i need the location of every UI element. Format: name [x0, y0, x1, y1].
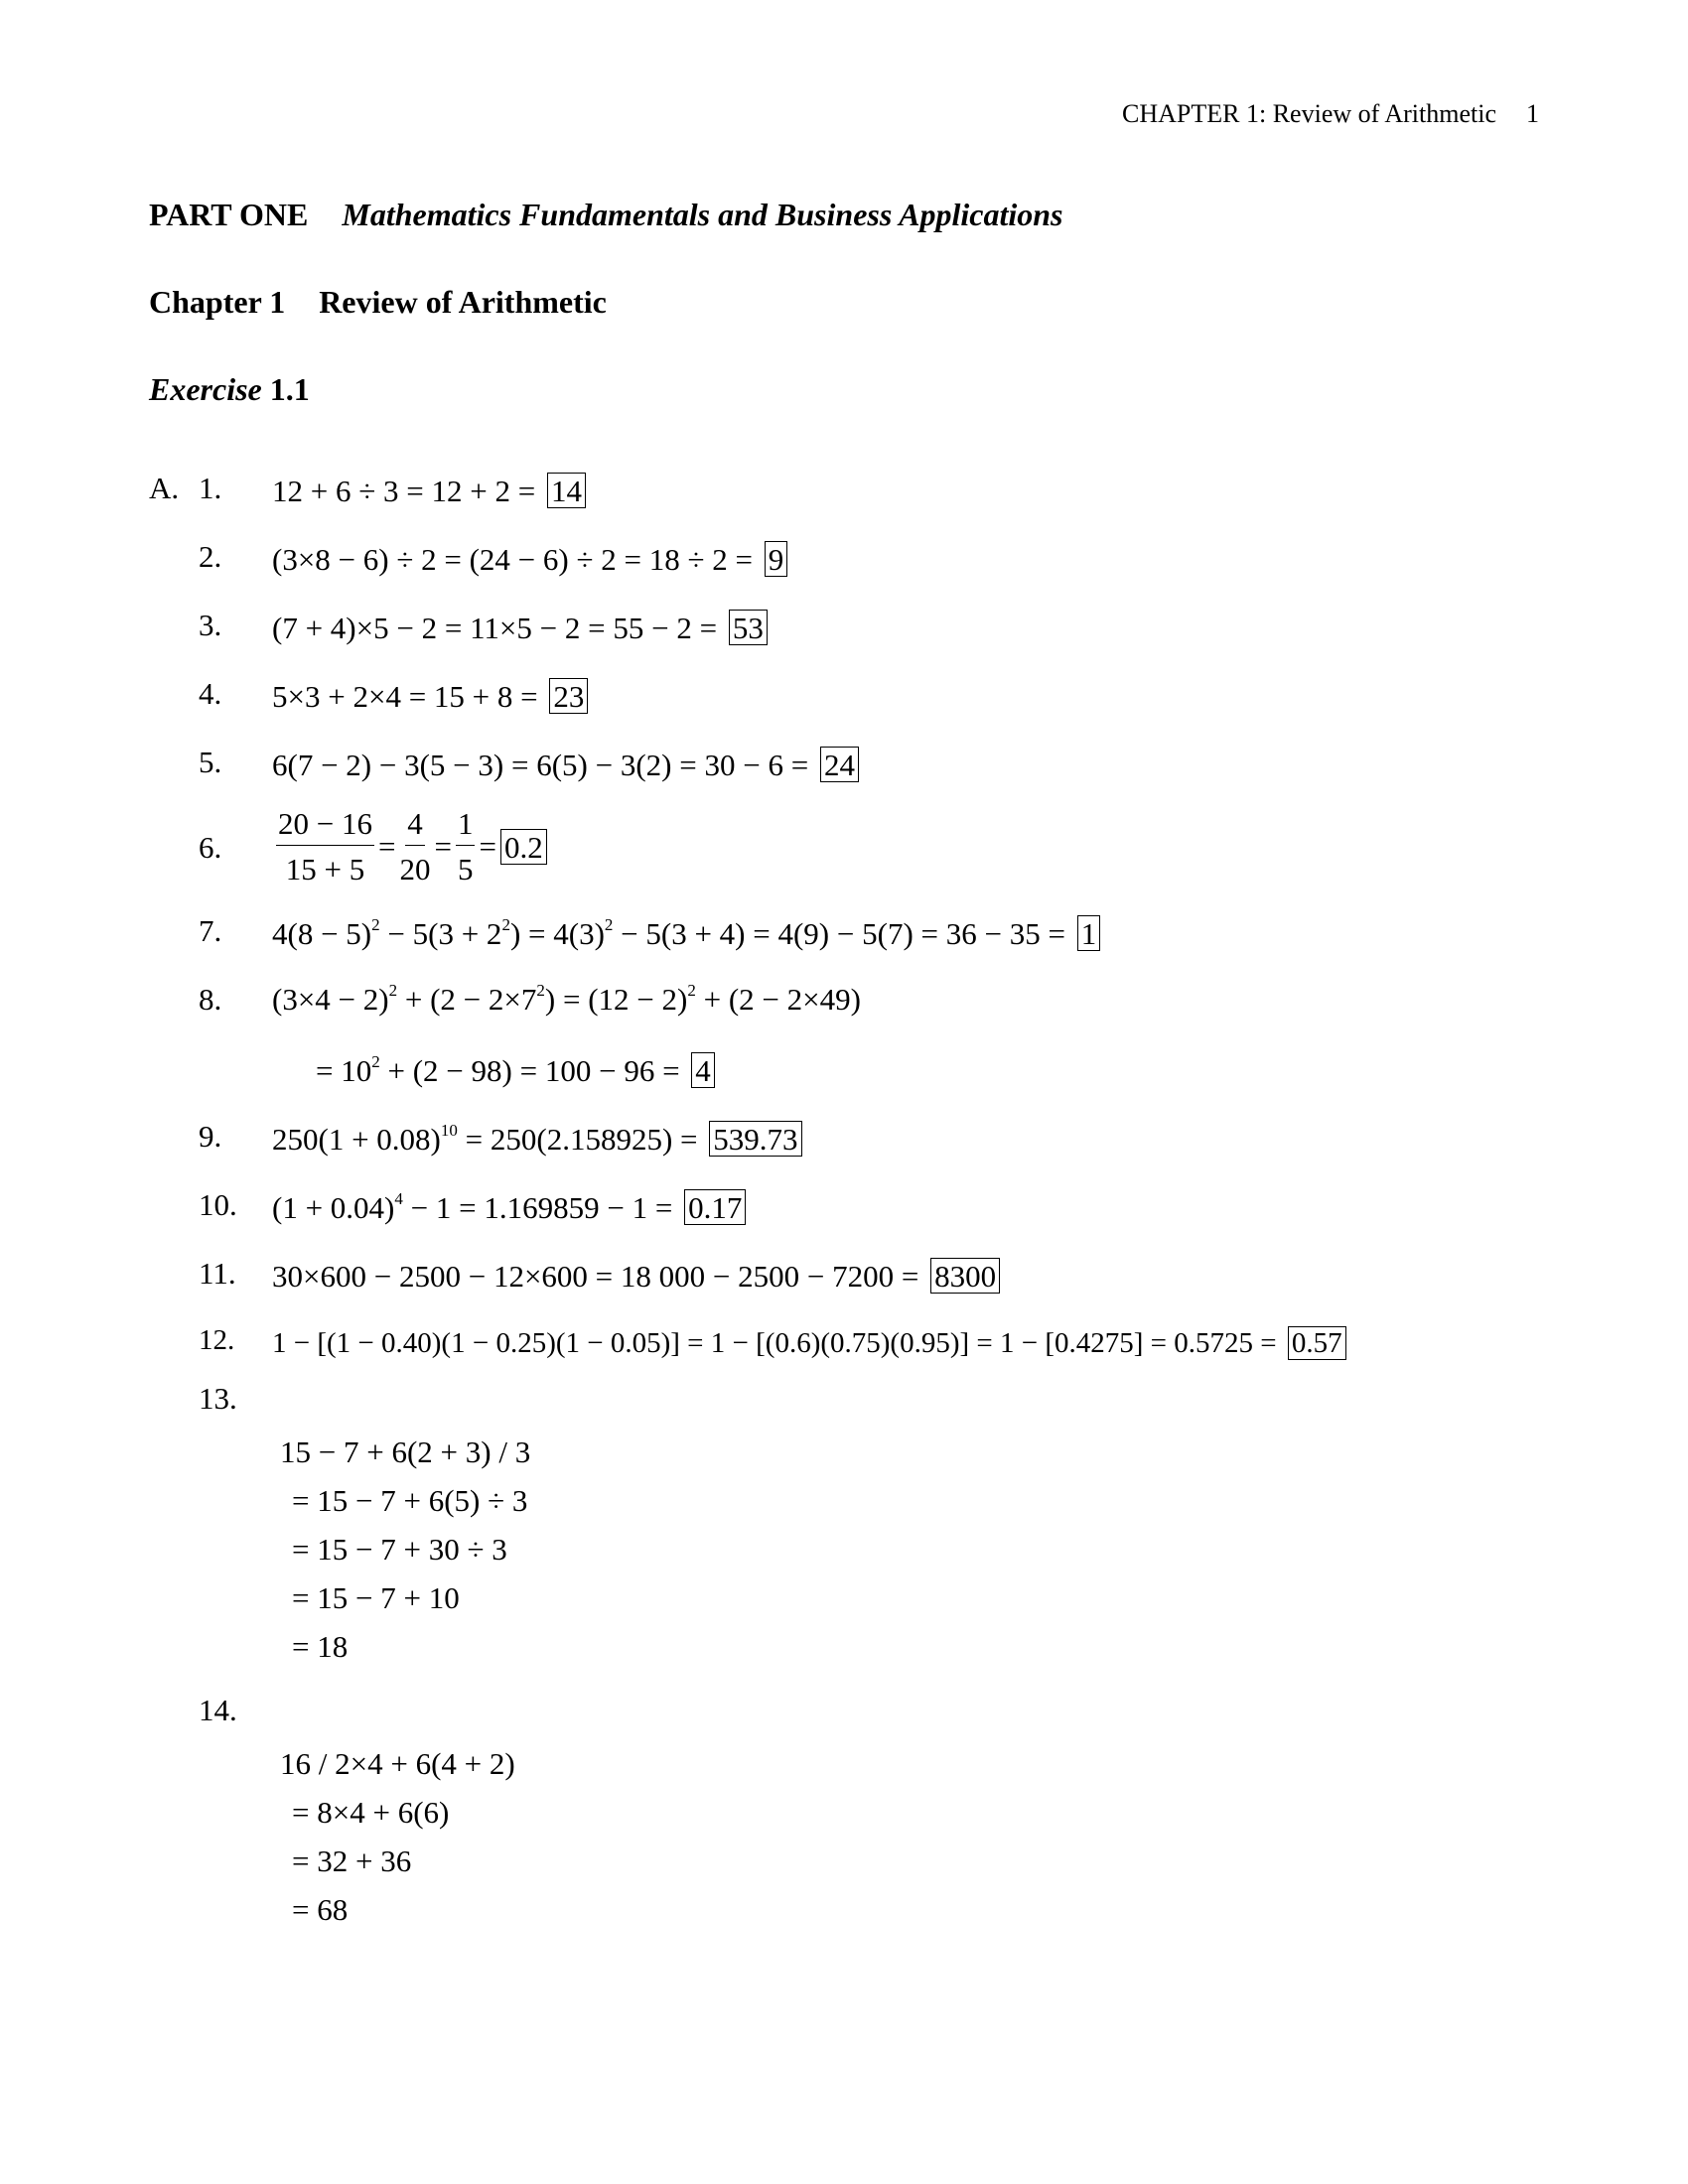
- problem-14-step: = 68: [292, 1892, 349, 1927]
- answer-box: 1: [1077, 915, 1101, 951]
- answer-box: 9: [765, 541, 788, 577]
- problem-number: 11.: [199, 1256, 236, 1291]
- problem-expression: $250(1 + 0.08)^{10} = 250(2.158925) = 539.73$: [272, 1121, 802, 1157]
- answer-box: 24: [820, 747, 859, 782]
- problem-13-step: = 15 − 7 + 10: [292, 1580, 460, 1615]
- problem-expression: = $10^2 + (2 - 98) = 100 - 96 = 4$: [316, 1052, 715, 1088]
- answer-box: 53: [729, 610, 768, 645]
- problem-expression: 12 + 6 ÷ 3 = 12 + 2 = 14: [272, 473, 586, 508]
- exercise-heading: [149, 371, 310, 408]
- answer-box: 4: [691, 1052, 715, 1088]
- problem-expression: (3×8 − 6) ÷ 2 = (24 − 6) ÷ 2 = 18 ÷ 2 = 9: [272, 541, 787, 577]
- problem-number: 1.: [199, 471, 222, 505]
- problem-number: 9.: [199, 1119, 222, 1154]
- running-head: [1122, 99, 1539, 129]
- fraction: $\frac{4}{20}$: [399, 806, 431, 887]
- problem-number: 4.: [199, 676, 222, 711]
- problem-number: 3.: [199, 608, 222, 642]
- part-title: Mathematics Fundamentals and Business Applications: [342, 197, 1063, 232]
- chapter-heading: [149, 284, 607, 321]
- problem-expression: $\frac{20 - 16}{15 + 5}$ = $\frac{4}{20}$ = $\frac{1}{5}$ = 0.2: [272, 808, 547, 885]
- problem-expression: $(1 + 0.04)^4 - 1 = 1.169859 - 1 = 0.17$: [272, 1189, 746, 1225]
- problem-13-step: = 15 − 7 + 30 ÷ 3: [292, 1532, 507, 1567]
- answer-box: 0.2: [500, 829, 547, 865]
- problem-number: 14.: [199, 1693, 237, 1727]
- problem-expression: 30×600 − 2500 − 12×600 = 18 000 − 2500 − 7200 = 8300: [272, 1258, 1000, 1294]
- problem-expression: 1 − [(1 − 0.40)(1 − 0.25)(1 − 0.05)] = 1 − [(0.6)(0.75)(0.95)] = 1 − [0.4275] = 0.5725 = 0.57: [272, 1326, 1346, 1360]
- problem-14-step: = 8×4 + 6(6): [292, 1795, 450, 1830]
- problem-number: 10.: [199, 1187, 237, 1222]
- problem-13-step: = 15 − 7 + 6(5) ÷ 3: [292, 1483, 528, 1518]
- answer-box: 0.57: [1288, 1326, 1346, 1360]
- problem-expression: $4(8 - 5)^2 - 5(3 + 2^2) = 4(3)^2 - 5(3 + 4) = 4(9) - 5(7) = 36 - 35 = 1$: [272, 915, 1100, 951]
- problem-expression: (7 + 4)×5 − 2 = 11×5 − 2 = 55 − 2 = 53: [272, 610, 768, 645]
- problem-number: 13.: [199, 1381, 237, 1416]
- problem-number: 6.: [199, 830, 222, 865]
- exercise-word: Exercise: [149, 371, 262, 407]
- problem-13-step: 15 − 7 + 6(2 + 3) / 3: [280, 1434, 531, 1469]
- part-label: PART ONE: [149, 197, 309, 232]
- answer-box: 23: [549, 678, 588, 714]
- answer-box: 0.17: [684, 1189, 746, 1225]
- fraction: $\frac{1}{5}$: [457, 806, 474, 887]
- problem-number: 8.: [199, 982, 222, 1017]
- answer-box: 539.73: [709, 1121, 801, 1157]
- problem-13-step: = 18: [292, 1629, 349, 1664]
- answer-box: 8300: [930, 1258, 1000, 1294]
- problem-expression: 5×3 + 2×4 = 15 + 8 = 23: [272, 678, 588, 714]
- page-number: 1: [1526, 99, 1539, 128]
- problem-14-step: = 32 + 36: [292, 1843, 412, 1878]
- problem-number: 2.: [199, 539, 222, 574]
- chapter-title: Review of Arithmetic: [319, 284, 607, 320]
- chapter-label: Chapter 1: [149, 284, 286, 320]
- part-heading: [149, 197, 1062, 233]
- problem-14-step: 16 / 2×4 + 6(4 + 2): [280, 1746, 515, 1781]
- problem-number: 5.: [199, 745, 222, 779]
- problem-expression: $(3\times 4 - 2)^2 + (2 - 2\times 7^2) = (12 - 2)^2 + (2 - 2\times 49)$: [272, 981, 861, 1017]
- exercise-number: 1.1: [269, 371, 310, 407]
- section-label: A.: [149, 471, 180, 505]
- problem-number: 7.: [199, 913, 222, 948]
- problem-expression: 6(7 − 2) − 3(5 − 3) = 6(5) − 3(2) = 30 − 6 = 24: [272, 747, 859, 782]
- problem-number: 12.: [199, 1324, 235, 1356]
- answer-box: 14: [547, 473, 586, 508]
- running-head-title: CHAPTER 1: Review of Arithmetic: [1122, 99, 1496, 128]
- fraction: $\frac{20 - 16}{15 + 5}$: [278, 806, 372, 887]
